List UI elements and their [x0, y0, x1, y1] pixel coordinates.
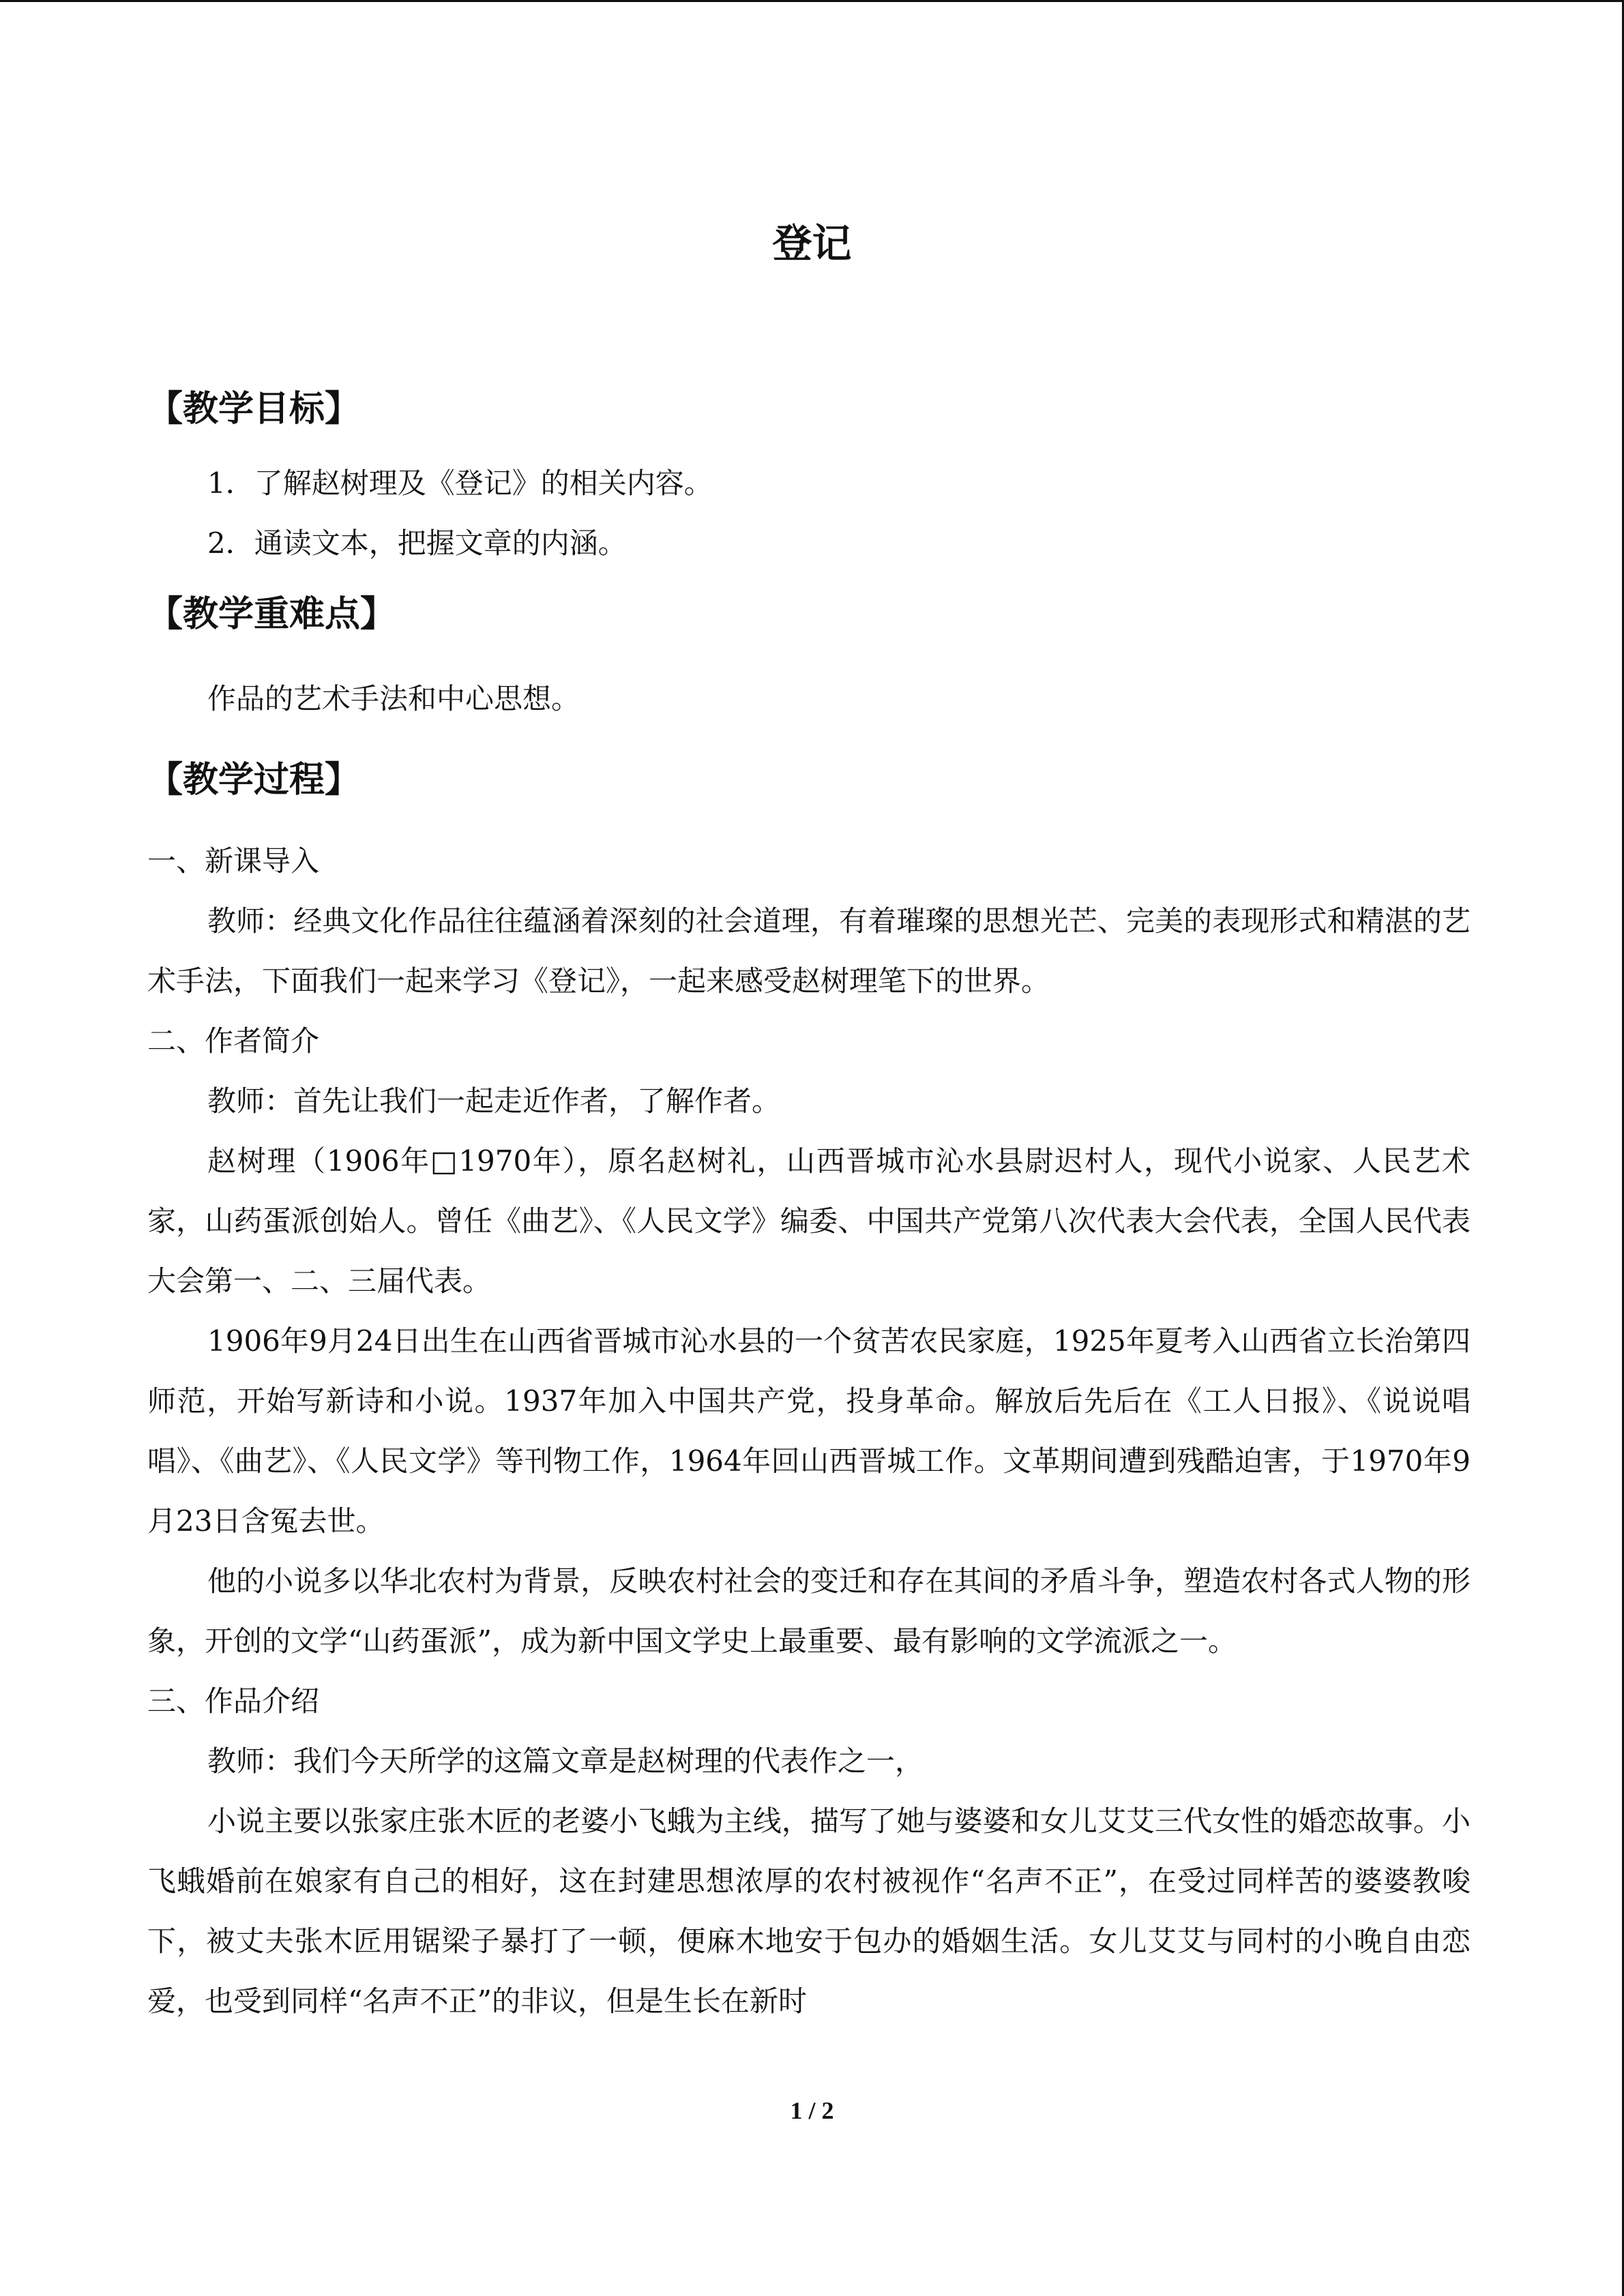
section-heading-goals: 【教学目标】: [147, 389, 361, 430]
page-border-top: [0, 0, 1624, 2]
section-heading-process: 【教学过程】: [147, 760, 361, 801]
subsection-title-intro: 一、新课导入: [147, 844, 320, 878]
goal-item-2: 2．通读文本，把握文章的内涵。: [207, 526, 627, 560]
author-paragraph-1: 教师：首先让我们一起走近作者，了解作者。: [207, 1084, 781, 1118]
work-paragraph-1: 教师：我们今天所学的这篇文章是赵树理的代表作之一，: [207, 1744, 924, 1778]
subsection-title-work: 三、作品介绍: [147, 1684, 320, 1718]
work-paragraph-2: 小说主要以张家庄张木匠的老婆小飞蛾为主线，描写了她与婆婆和女儿艾艾三代女性的婚恋故事。小飞蛾婚前在娘家有自己的相好，这在封建思想浓厚的农村被视作“名声不正”，在受过同样苦的婆婆教唆下，被丈夫张木匠用锯梁子暴打了一顿，便麻木地安于包办的婚姻生活。女儿艾艾与同村的小晚自由恋爱，也受到同样“名声不正”的非议，但是生长在新时: [147, 1804, 1471, 2018]
document-body: [147, 378, 1471, 2031]
author-paragraph-2: 赵树理（1906年□1970年），原名赵树礼，山西晋城市沁水县尉迟村人，现代小说家、人民艺术家，山药蛋派创始人。曾任《曲艺》、《人民文学》编委、中国共产党第八次代表大会代表，全国人民代表大会第一、二、三届代表。: [147, 1144, 1471, 1298]
focus-text: 作品的艺术手法和中心思想。: [207, 682, 580, 715]
intro-paragraph: 教师：经典文化作品往往蕴涵着深刻的社会道理，有着璀璨的思想光芒、完美的表现形式和精湛的艺术手法，下面我们一起来学习《登记》，一起来感受赵树理笔下的世界。: [147, 904, 1471, 998]
section-heading-focus: 【教学重难点】: [147, 594, 396, 635]
page-number: 1 / 2: [790, 2097, 834, 2124]
author-paragraph-4: 他的小说多以华北农村为背景，反映农村社会的变迁和存在其间的矛盾斗争，塑造农村各式人物的形象，开创的文学“山药蛋派”，成为新中国文学史上最重要、最有影响的文学流派之一。: [147, 1564, 1471, 1658]
document-title: 登记: [772, 220, 852, 267]
author-paragraph-3: 1906年9月24日出生在山西省晋城市沁水县的一个贫苦农民家庭，1925年夏考入山西省立长治第四师范，开始写新诗和小说。1937年加入中国共产党，投身革命。解放后先后在《工人日报》、《说说唱唱》、《曲艺》、《人民文学》等刊物工作，1964年回山西晋城工作。文革期间遭到残酷迫害，于1970年9月23日含冤去世。: [147, 1324, 1471, 1538]
subsection-title-author: 二、作者简介: [147, 1024, 320, 1058]
goal-item-1: 1．了解赵树理及《登记》的相关内容。: [207, 466, 713, 500]
